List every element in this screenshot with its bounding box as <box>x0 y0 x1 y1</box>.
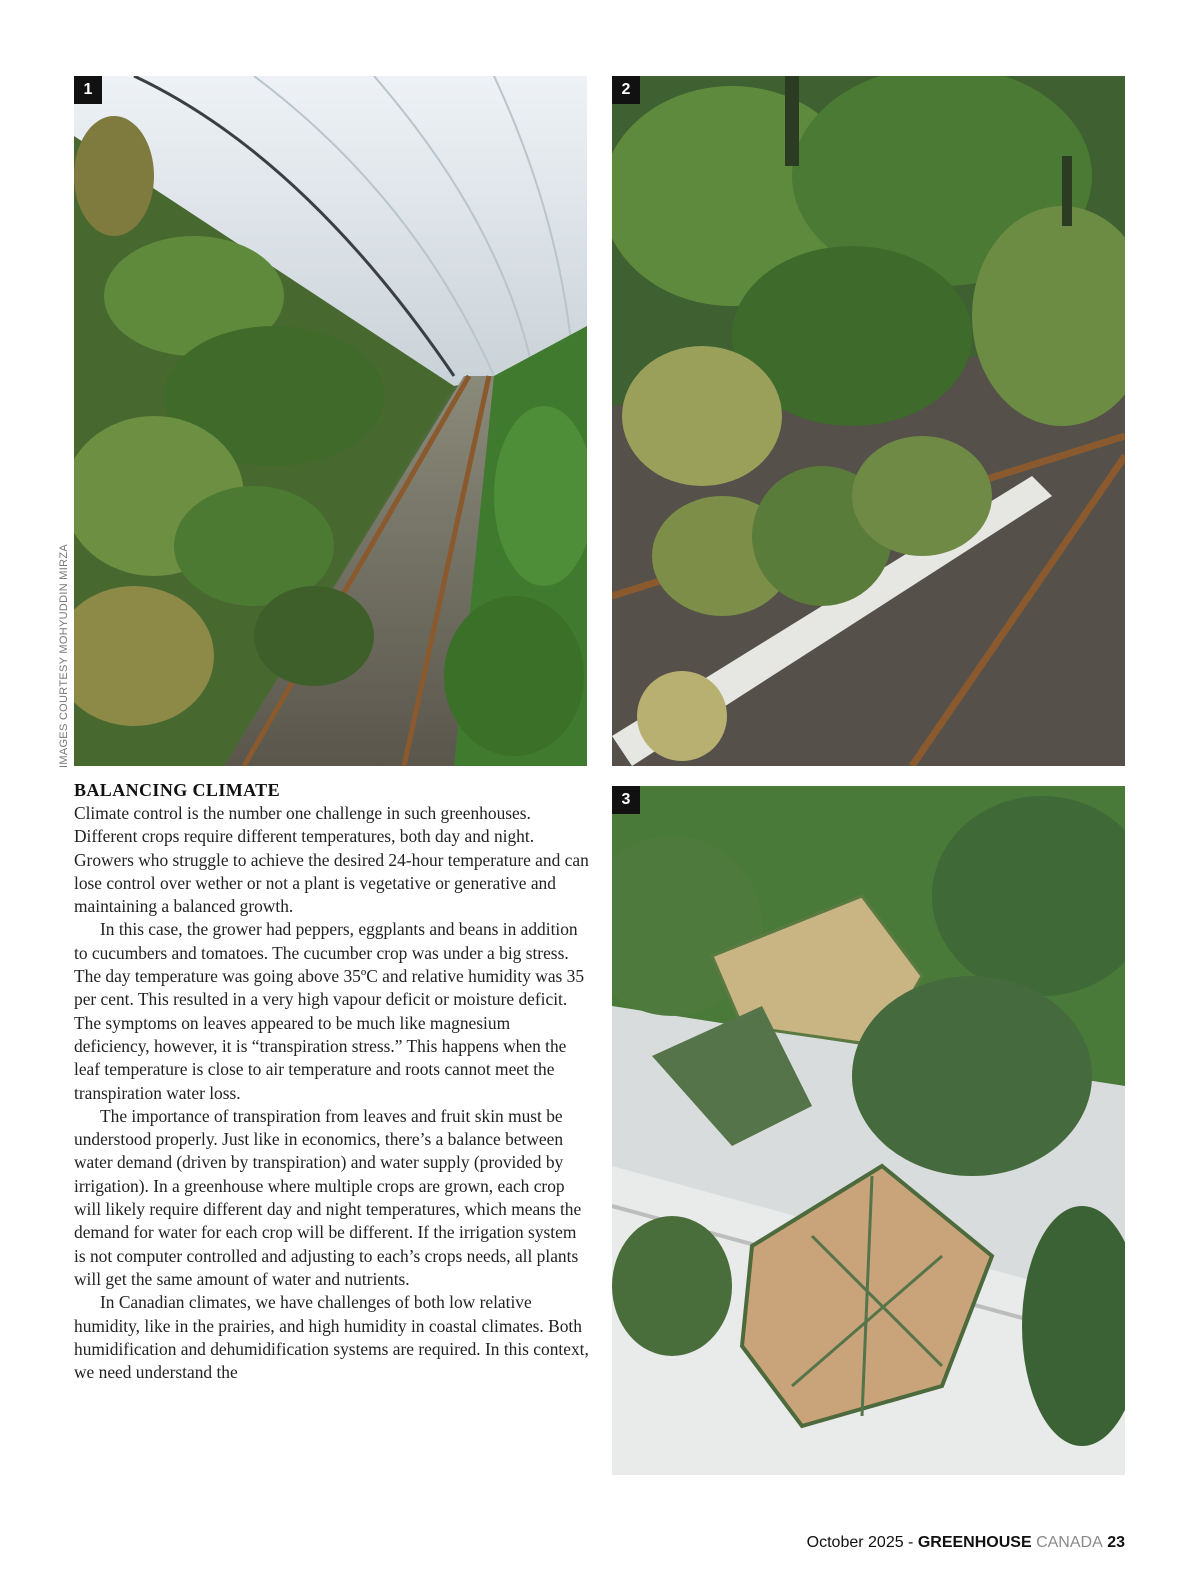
page-number: 23 <box>1102 1534 1125 1551</box>
photo-number-badge: 3 <box>612 786 640 814</box>
greenhouse-aisle-image <box>74 76 587 766</box>
photo-stressed-leaves <box>612 786 1125 1475</box>
magazine-brand: GREENHOUSE <box>917 1534 1032 1551</box>
magazine-brand-sub: CANADA <box>1031 1534 1103 1551</box>
photo-greenhouse-aisle <box>74 76 587 766</box>
photo-cucumber-plants <box>612 76 1125 766</box>
photo-number-badge: 2 <box>612 76 640 104</box>
stressed-leaves-image <box>612 786 1125 1475</box>
paragraph: The importance of transpiration from leaves and fruit skin must be understood properly. Just like in economics, there’s a balance between water demand (driven by transpiration) and water supply (provided by irrigation). In a greenhouse where multiple crops are grown, each crop will likely require different day and night temperatures, which means the demand for water for each crop will be different. If the irrigation system is not computer controlled and adjusting to each’s crops needs, all plants will get the same amount of water and nutrients. <box>74 1105 582 1289</box>
paragraph: Climate control is the number one challenge in such greenhouses. Different crops require different temperatures, both day and night. Growers who struggle to achieve the desired 24-hour temperature and can lose control over wether or not a plant is vegetative or generative and maintaining a balanced growth. <box>74 803 589 917</box>
photo-number-badge: 1 <box>74 76 102 104</box>
paragraph: In this case, the grower had peppers, eggplants and beans in addition to cucumbers and tomatoes. The cucumber crop was under a big stress. The day temperature was going above 35ºC and relative humidity was 35 per cent. This resulted in a very high vapour deficit or moisture deficit. The symptoms on leaves appeared to be much like magnesium deficiency, however, it is “transpiration stress.” This happens when the leaf temperature is close to air temperature and roots cannot meet the transpiration water loss. <box>74 919 585 1103</box>
page-footer <box>807 1534 1125 1552</box>
article-body <box>74 780 590 1384</box>
issue-date: October 2025 - <box>806 1534 918 1551</box>
section-heading: BALANCING CLIMATE <box>74 780 280 800</box>
photo-credit: IMAGES COURTESY MOHYUDDIN MIRZA <box>58 543 70 768</box>
cucumber-plants-image <box>612 76 1125 766</box>
paragraph: In Canadian climates, we have challenges of both low relative humidity, like in the prairies, and high humidity in coastal climates. Both humidification and dehumidification systems are required. In this context, we need understand the <box>74 1292 589 1383</box>
